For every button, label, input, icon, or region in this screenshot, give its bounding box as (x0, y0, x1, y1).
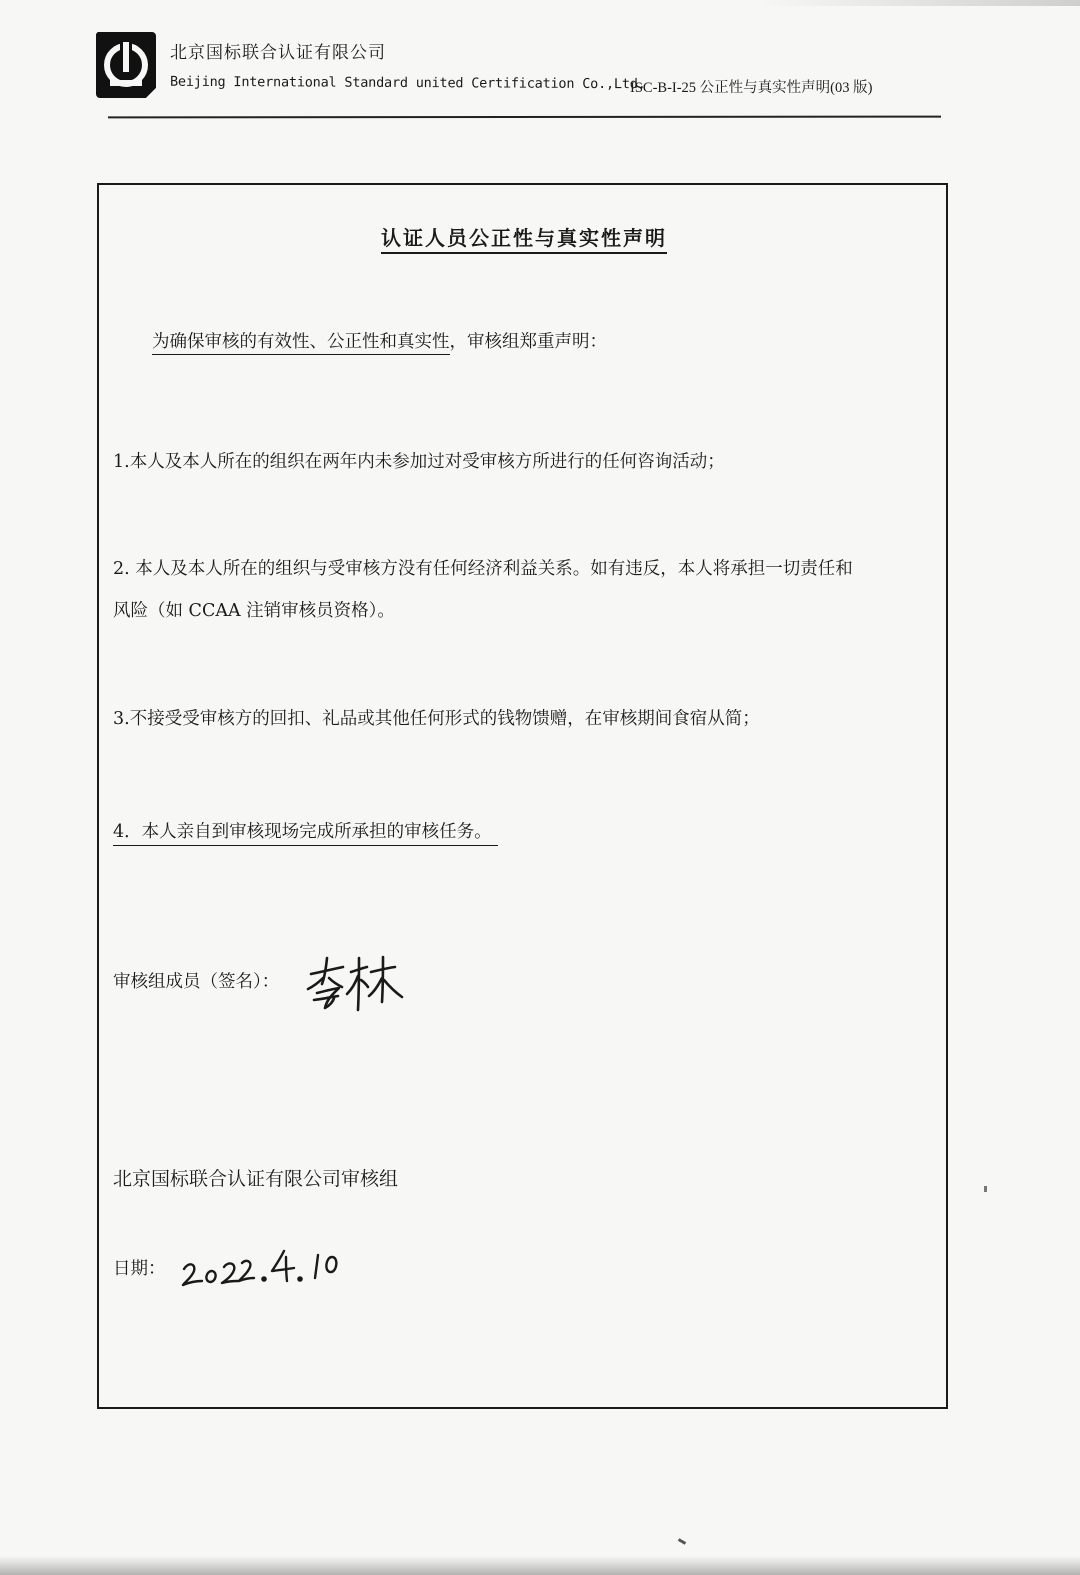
handwritten-signature (305, 952, 405, 1014)
header-divider (108, 116, 941, 118)
page-edge-shadow (0, 1556, 1080, 1575)
declaration-item-4-text: 4．本人亲自到审核现场完成所承担的审核任务。 (113, 822, 498, 846)
page-edge-shadow (760, 0, 1080, 6)
declaration-item-2-continued: 风险（如 CCAA 注销审核员资格）。 (113, 601, 395, 621)
document-title (0, 222, 1048, 251)
intro-rest-text: ，审核组郑重声明： (449, 332, 607, 352)
intro-underlined-text: 为确保审核的有效性、公正性和真实性 (152, 332, 450, 355)
company-name-en: Beijing International Standard united Certification Co.,Ltd. (169, 73, 646, 93)
document-code: ISC-B-I-25 公正性与真实性声明(03 版) (630, 80, 873, 96)
intro-paragraph (152, 328, 607, 353)
date-label: 日期： (113, 1259, 166, 1279)
company-name-cn: 北京国标联合认证有限公司 (170, 43, 386, 63)
member-signature-label: 审核组成员（签名）： (113, 972, 280, 992)
scan-mark (678, 1538, 686, 1545)
document-title-text: 认证人员公正性与真实性声明 (381, 226, 667, 254)
declaration-item-2: 2. 本人及本人所在的组织与受审核方没有任何经济利益关系。如有违反，本人将承担一切责任和 (113, 559, 853, 579)
handwritten-date (180, 1245, 350, 1287)
scan-mark (984, 1186, 987, 1192)
declaration-item-1: 1.本人及本人所在的组织在两年内未参加过对受审核方所进行的任何咨询活动； (113, 452, 725, 472)
audit-team-label: 北京国标联合认证有限公司审核组 (113, 1168, 399, 1190)
declaration-item-4 (113, 818, 498, 843)
statement-frame (97, 183, 948, 1409)
declaration-item-3: 3.不接受受审核方的回扣、礼品或其他任何形式的钱物馈赠，在审核期间食宿从简； (113, 709, 760, 729)
company-logo (92, 28, 158, 100)
